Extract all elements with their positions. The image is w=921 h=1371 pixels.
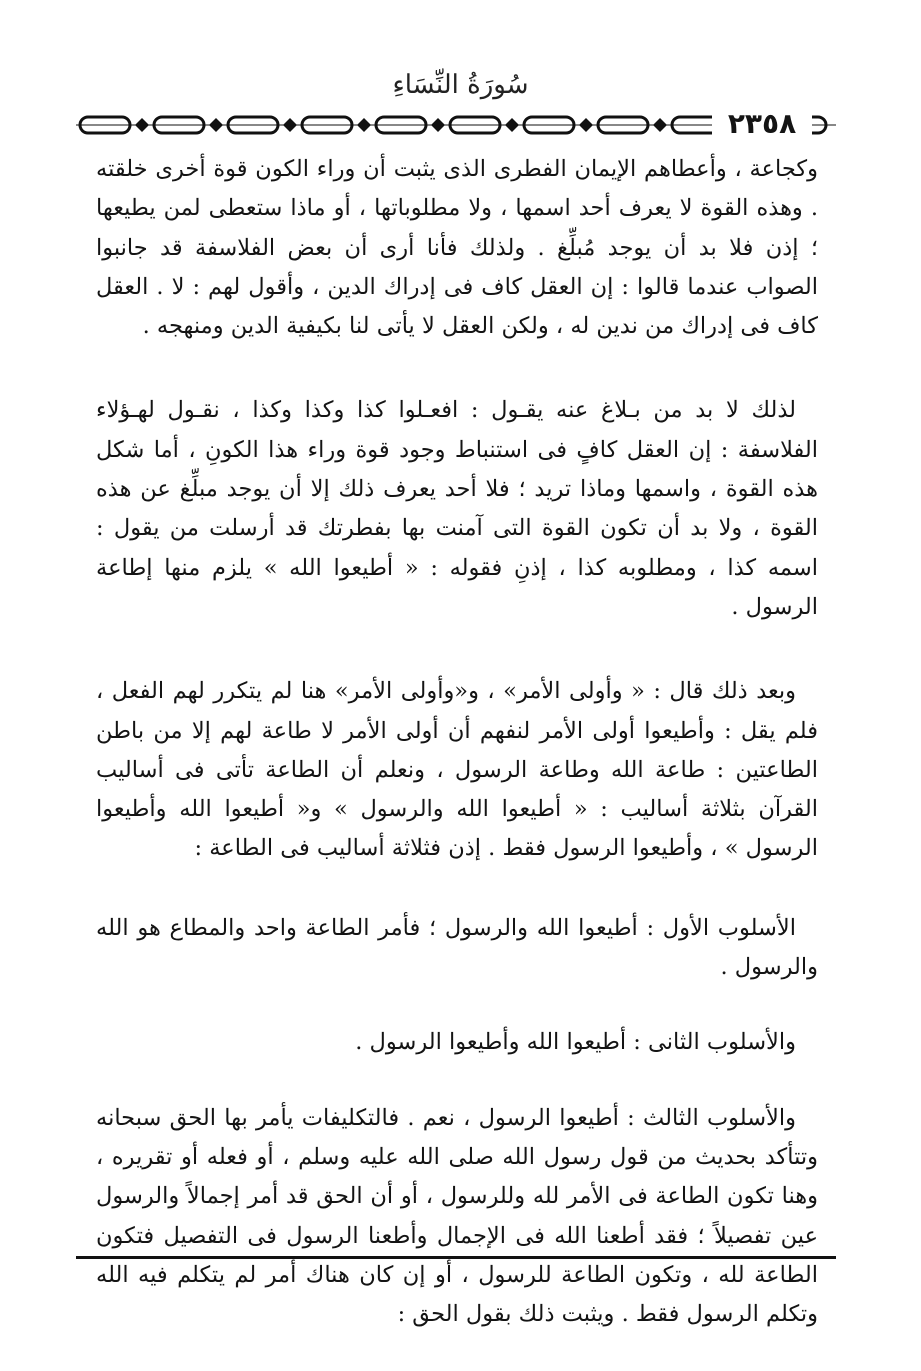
- paragraph-2: لذلك لا بد من بـلاغ عنه يقـول : افعـلوا كذا وكذا وكذا ، نقـول لهـؤلاء الفلاسفة : إن العقل كافٍ فى استنباط وجود قوة وراء هذا الكونِ ، أما شكل هذه القوة ، واسمها وماذا تريد ؛ فلا أحد يعرف ذلك إلا أن يوجد مبلِّغ عن هذه القوة ، ولا بد أن تكون القوة التى آمنت بها بفطرتك قد أرسلت من يقول : اسمه كذا ، ومطلوبه كذا ، إذنِ فقوله : « أطيعوا الله » يلزم منها إطاعة الرسول .: [96, 397, 818, 620]
- paragraph-4: الأسلوب الأول : أطيعوا الله والرسول ؛ فأمر الطاعة واحد والمطاع هو الله والرسول .: [96, 914, 818, 981]
- page-number: ٢٣٥٨: [712, 107, 812, 140]
- paragraph-3: وبعد ذلك قال : « وأولى الأمر» ، و«وأولى الأمر» هنا لم يتكرر لهم الفعل ، فلم يقل : وأطيعوا أولى الأمر لنفهم أن أولى الأمر لا طاعة لهم إلا من باطن الطاعتين : طاعة الله وطاعة الرسول ، ونعلم أن الطاعة تأتى فى أساليب القرآن بثلاثة أساليب : « أطيعوا الله والرسول » و« أطيعوا الله وأطيعوا الرسول » ، وأطيعوا الرسول فقط . إذن فثلاثة أساليب فى الطاعة :: [96, 678, 818, 862]
- footer-rule: [76, 1256, 836, 1259]
- page-body: [96, 150, 818, 1334]
- surah-title: سُورَةُ النِّسَاءِ: [392, 70, 529, 100]
- paragraph-5: والأسلوب الثانى : أطيعوا الله وأطيعوا الرسول .: [355, 1029, 796, 1056]
- paragraph-6: والأسلوب الثالث : أطيعوا الرسول ، نعم . فالتكليفات يأمر بها الحق سبحانه وتتأكد بحديث من قول رسول الله صلى الله عليه وسلم ، أو فعله أو تقريره ، وهنا تكون الطاعة فى الأمر لله وللرسول ، أو أن الحق قد أمر إجمالاً والرسول عين تفصيلاً ؛ فقد أطعنا الله فى الإجمال وأطعنا الرسول فى التفصيل فتكون الطاعة لله ، وتكون الطاعة للرسول ، أو إن كان هناك أمر لم يتكلم فيه الله وتكلم الرسول فقط . ويثبت ذلك بقول الحق :: [96, 1104, 818, 1328]
- paragraph-1: وكجاعة ، وأعطاهم الإيمان الفطرى الذى يثبت أن وراء الكون قوة أخرى خلقته . وهذه القوة لا يعرف أحد اسمها ، ولا مطلوباتها ، أو ماذا ستعطى لمن يطيعها ؛ إذن فلا بد أن يوجد مُبلِّغ . ولذلك فأنا أرى أن بعض الفلاسفة قد جانبوا الصواب عندما قالوا : إن العقل كاف فى إدراك الدين ، وأقول لهم : لا . العقل كاف فى إدراك من ندين له ، ولكن العقل لا يأتى لنا بكيفية الدين ومنهجه .: [96, 156, 818, 340]
